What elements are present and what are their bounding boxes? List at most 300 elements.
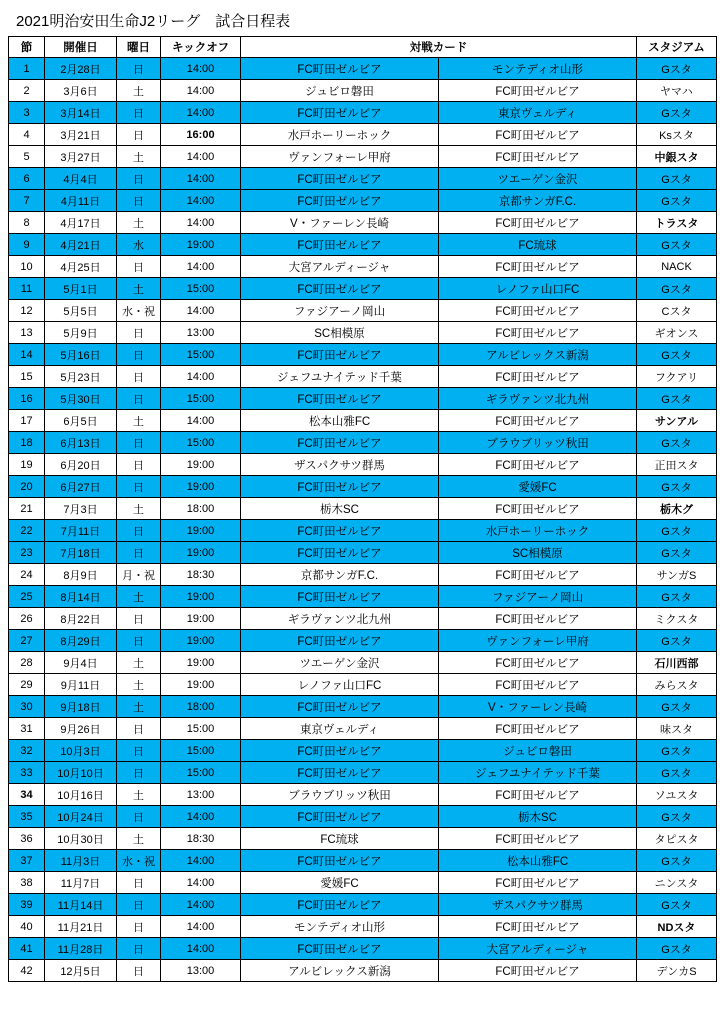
cell-round: 14 <box>9 344 45 366</box>
cell-date: 4月11日 <box>45 190 117 212</box>
cell-home-team: FC町田ゼルビア <box>241 234 439 256</box>
cell-round: 24 <box>9 564 45 586</box>
cell-date: 10月16日 <box>45 784 117 806</box>
cell-stadium: トラスタ <box>637 212 717 234</box>
cell-date: 7月11日 <box>45 520 117 542</box>
cell-kickoff: 14:00 <box>161 212 241 234</box>
table-row <box>9 894 717 916</box>
cell-stadium: Gスタ <box>637 58 717 80</box>
cell-date: 5月5日 <box>45 300 117 322</box>
cell-date: 4月21日 <box>45 234 117 256</box>
cell-kickoff: 13:00 <box>161 784 241 806</box>
cell-stadium: 味スタ <box>637 718 717 740</box>
cell-weekday: 日 <box>117 102 161 124</box>
cell-round: 31 <box>9 718 45 740</box>
cell-kickoff: 19:00 <box>161 454 241 476</box>
cell-stadium: Gスタ <box>637 938 717 960</box>
cell-home-team: 水戸ホーリーホック <box>241 124 439 146</box>
cell-weekday: 日 <box>117 740 161 762</box>
cell-away-team: ギラヴァンツ北九州 <box>439 388 637 410</box>
match-schedule-table <box>8 36 717 982</box>
table-row <box>9 806 717 828</box>
table-row <box>9 256 717 278</box>
cell-stadium: Gスタ <box>637 762 717 784</box>
cell-date: 5月1日 <box>45 278 117 300</box>
cell-weekday: 土 <box>117 410 161 432</box>
cell-date: 7月18日 <box>45 542 117 564</box>
table-header-row <box>9 37 717 58</box>
cell-round: 38 <box>9 872 45 894</box>
cell-away-team: FC町田ゼルビア <box>439 674 637 696</box>
cell-date: 8月29日 <box>45 630 117 652</box>
cell-date: 10月10日 <box>45 762 117 784</box>
cell-weekday: 土 <box>117 80 161 102</box>
cell-away-team: FC町田ゼルビア <box>439 410 637 432</box>
cell-date: 8月22日 <box>45 608 117 630</box>
column-header-matchup: 対戦カード <box>241 37 637 58</box>
cell-kickoff: 19:00 <box>161 586 241 608</box>
cell-weekday: 日 <box>117 630 161 652</box>
cell-kickoff: 19:00 <box>161 234 241 256</box>
table-row <box>9 432 717 454</box>
cell-home-team: FC町田ゼルビア <box>241 344 439 366</box>
cell-home-team: FC町田ゼルビア <box>241 938 439 960</box>
table-row <box>9 366 717 388</box>
cell-kickoff: 15:00 <box>161 344 241 366</box>
cell-stadium: みらスタ <box>637 674 717 696</box>
cell-kickoff: 19:00 <box>161 520 241 542</box>
cell-away-team: FC町田ゼルビア <box>439 366 637 388</box>
cell-away-team: FC町田ゼルビア <box>439 784 637 806</box>
cell-stadium: 栃木グ <box>637 498 717 520</box>
cell-kickoff: 19:00 <box>161 542 241 564</box>
cell-date: 11月7日 <box>45 872 117 894</box>
cell-stadium: 中銀スタ <box>637 146 717 168</box>
cell-date: 7月3日 <box>45 498 117 520</box>
cell-date: 4月17日 <box>45 212 117 234</box>
cell-home-team: FC町田ゼルビア <box>241 58 439 80</box>
cell-stadium: Ksスタ <box>637 124 717 146</box>
column-header-kickoff: キックオフ <box>161 37 241 58</box>
cell-round: 34 <box>9 784 45 806</box>
cell-home-team: FC町田ゼルビア <box>241 476 439 498</box>
cell-date: 8月14日 <box>45 586 117 608</box>
cell-home-team: FC町田ゼルビア <box>241 190 439 212</box>
cell-date: 11月21日 <box>45 916 117 938</box>
cell-weekday: 日 <box>117 916 161 938</box>
cell-away-team: ツエーゲン金沢 <box>439 168 637 190</box>
cell-stadium: Gスタ <box>637 806 717 828</box>
table-row <box>9 322 717 344</box>
cell-round: 5 <box>9 146 45 168</box>
cell-stadium: ソユスタ <box>637 784 717 806</box>
cell-home-team: 大宮アルディージャ <box>241 256 439 278</box>
cell-weekday: 日 <box>117 960 161 982</box>
cell-away-team: ジェフユナイテッド千葉 <box>439 762 637 784</box>
cell-home-team: FC町田ゼルビア <box>241 168 439 190</box>
cell-home-team: FC町田ゼルビア <box>241 278 439 300</box>
cell-home-team: 東京ヴェルディ <box>241 718 439 740</box>
cell-kickoff: 14:00 <box>161 806 241 828</box>
cell-round: 26 <box>9 608 45 630</box>
cell-kickoff: 14:00 <box>161 938 241 960</box>
cell-away-team: FC町田ゼルビア <box>439 322 637 344</box>
table-row <box>9 190 717 212</box>
cell-away-team: ヴァンフォーレ甲府 <box>439 630 637 652</box>
cell-away-team: V・ファーレン長崎 <box>439 696 637 718</box>
cell-away-team: FC町田ゼルビア <box>439 256 637 278</box>
cell-round: 32 <box>9 740 45 762</box>
cell-round: 21 <box>9 498 45 520</box>
table-row <box>9 454 717 476</box>
cell-round: 1 <box>9 58 45 80</box>
cell-away-team: FC町田ゼルビア <box>439 652 637 674</box>
cell-date: 6月20日 <box>45 454 117 476</box>
cell-weekday: 日 <box>117 520 161 542</box>
cell-date: 10月30日 <box>45 828 117 850</box>
cell-weekday: 日 <box>117 168 161 190</box>
page-title: 2021明治安田生命J2リーグ 試合日程表 <box>16 13 291 30</box>
cell-away-team: FC町田ゼルビア <box>439 498 637 520</box>
cell-kickoff: 19:00 <box>161 674 241 696</box>
cell-weekday: 土 <box>117 498 161 520</box>
cell-home-team: FC町田ゼルビア <box>241 630 439 652</box>
cell-date: 11月14日 <box>45 894 117 916</box>
cell-home-team: 栃木SC <box>241 498 439 520</box>
cell-stadium: Gスタ <box>637 388 717 410</box>
cell-kickoff: 14:00 <box>161 894 241 916</box>
cell-weekday: 日 <box>117 454 161 476</box>
cell-round: 18 <box>9 432 45 454</box>
cell-round: 25 <box>9 586 45 608</box>
cell-weekday: 水 <box>117 234 161 256</box>
table-row <box>9 168 717 190</box>
cell-stadium: タピスタ <box>637 828 717 850</box>
table-row <box>9 278 717 300</box>
cell-stadium: Gスタ <box>637 542 717 564</box>
cell-round: 28 <box>9 652 45 674</box>
cell-stadium: Gスタ <box>637 586 717 608</box>
cell-home-team: FC町田ゼルビア <box>241 586 439 608</box>
cell-away-team: 京都サンガF.C. <box>439 190 637 212</box>
cell-kickoff: 14:00 <box>161 190 241 212</box>
cell-round: 10 <box>9 256 45 278</box>
cell-away-team: FC町田ゼルビア <box>439 146 637 168</box>
cell-stadium: ミクスタ <box>637 608 717 630</box>
cell-date: 10月24日 <box>45 806 117 828</box>
cell-stadium: デンカS <box>637 960 717 982</box>
cell-round: 17 <box>9 410 45 432</box>
cell-home-team: FC町田ゼルビア <box>241 432 439 454</box>
cell-home-team: FC町田ゼルビア <box>241 894 439 916</box>
cell-weekday: 日 <box>117 190 161 212</box>
cell-stadium: Gスタ <box>637 850 717 872</box>
cell-kickoff: 18:00 <box>161 498 241 520</box>
cell-kickoff: 14:00 <box>161 80 241 102</box>
cell-weekday: 日 <box>117 608 161 630</box>
cell-home-team: FC町田ゼルビア <box>241 542 439 564</box>
cell-home-team: FC町田ゼルビア <box>241 850 439 872</box>
cell-stadium: Gスタ <box>637 278 717 300</box>
cell-kickoff: 14:00 <box>161 366 241 388</box>
cell-date: 3月27日 <box>45 146 117 168</box>
cell-round: 39 <box>9 894 45 916</box>
cell-home-team: FC町田ゼルビア <box>241 762 439 784</box>
cell-home-team: ツエーゲン金沢 <box>241 652 439 674</box>
cell-round: 12 <box>9 300 45 322</box>
table-row <box>9 872 717 894</box>
cell-kickoff: 13:00 <box>161 960 241 982</box>
cell-kickoff: 15:00 <box>161 388 241 410</box>
table-row <box>9 58 717 80</box>
cell-stadium: Cスタ <box>637 300 717 322</box>
table-body <box>9 58 717 982</box>
cell-round: 11 <box>9 278 45 300</box>
cell-round: 41 <box>9 938 45 960</box>
cell-away-team: レノファ山口FC <box>439 278 637 300</box>
cell-weekday: 土 <box>117 828 161 850</box>
cell-kickoff: 14:00 <box>161 850 241 872</box>
cell-weekday: 土 <box>117 586 161 608</box>
cell-home-team: V・ファーレン長崎 <box>241 212 439 234</box>
cell-stadium: ニンスタ <box>637 872 717 894</box>
cell-home-team: ジェフユナイテッド千葉 <box>241 366 439 388</box>
cell-kickoff: 15:00 <box>161 762 241 784</box>
cell-round: 37 <box>9 850 45 872</box>
cell-date: 9月4日 <box>45 652 117 674</box>
cell-stadium: Gスタ <box>637 740 717 762</box>
cell-stadium: Gスタ <box>637 432 717 454</box>
cell-home-team: 愛媛FC <box>241 872 439 894</box>
cell-weekday: 日 <box>117 256 161 278</box>
table-row <box>9 630 717 652</box>
table-row <box>9 938 717 960</box>
table-row <box>9 762 717 784</box>
table-header <box>9 37 717 58</box>
cell-stadium: Gスタ <box>637 476 717 498</box>
cell-date: 9月26日 <box>45 718 117 740</box>
cell-home-team: FC町田ゼルビア <box>241 696 439 718</box>
cell-home-team: FC町田ゼルビア <box>241 520 439 542</box>
cell-home-team: ザスパクサツ群馬 <box>241 454 439 476</box>
table-row <box>9 388 717 410</box>
cell-stadium: フクアリ <box>637 366 717 388</box>
cell-home-team: ジュビロ磐田 <box>241 80 439 102</box>
cell-kickoff: 15:00 <box>161 432 241 454</box>
table-row <box>9 850 717 872</box>
cell-date: 2月28日 <box>45 58 117 80</box>
cell-round: 19 <box>9 454 45 476</box>
cell-date: 4月25日 <box>45 256 117 278</box>
cell-weekday: 日 <box>117 894 161 916</box>
table-row <box>9 344 717 366</box>
cell-weekday: 土 <box>117 674 161 696</box>
cell-away-team: 水戸ホーリーホック <box>439 520 637 542</box>
cell-date: 4月4日 <box>45 168 117 190</box>
cell-away-team: FC町田ゼルビア <box>439 718 637 740</box>
cell-date: 5月9日 <box>45 322 117 344</box>
cell-round: 13 <box>9 322 45 344</box>
table-row <box>9 410 717 432</box>
table-row <box>9 476 717 498</box>
cell-weekday: 月・祝 <box>117 564 161 586</box>
cell-stadium: Gスタ <box>637 168 717 190</box>
cell-home-team: FC町田ゼルビア <box>241 102 439 124</box>
cell-stadium: Gスタ <box>637 696 717 718</box>
cell-round: 6 <box>9 168 45 190</box>
cell-weekday: 日 <box>117 58 161 80</box>
cell-kickoff: 14:00 <box>161 146 241 168</box>
cell-stadium: Gスタ <box>637 344 717 366</box>
cell-round: 2 <box>9 80 45 102</box>
cell-away-team: ファジアーノ岡山 <box>439 586 637 608</box>
cell-round: 42 <box>9 960 45 982</box>
cell-round: 36 <box>9 828 45 850</box>
cell-round: 15 <box>9 366 45 388</box>
cell-weekday: 日 <box>117 762 161 784</box>
cell-date: 9月11日 <box>45 674 117 696</box>
cell-away-team: FC町田ゼルビア <box>439 872 637 894</box>
cell-date: 6月27日 <box>45 476 117 498</box>
cell-home-team: ファジアーノ岡山 <box>241 300 439 322</box>
cell-weekday: 日 <box>117 432 161 454</box>
cell-weekday: 土 <box>117 652 161 674</box>
cell-kickoff: 14:00 <box>161 410 241 432</box>
cell-date: 12月5日 <box>45 960 117 982</box>
table-row <box>9 916 717 938</box>
cell-weekday: 日 <box>117 938 161 960</box>
table-row <box>9 234 717 256</box>
cell-home-team: 松本山雅FC <box>241 410 439 432</box>
table-row <box>9 124 717 146</box>
cell-kickoff: 14:00 <box>161 872 241 894</box>
cell-round: 27 <box>9 630 45 652</box>
cell-kickoff: 19:00 <box>161 630 241 652</box>
cell-away-team: アルビレックス新潟 <box>439 344 637 366</box>
cell-weekday: 土 <box>117 278 161 300</box>
cell-home-team: レノファ山口FC <box>241 674 439 696</box>
cell-weekday: 日 <box>117 718 161 740</box>
cell-weekday: 水・祝 <box>117 300 161 322</box>
table-row <box>9 960 717 982</box>
cell-weekday: 日 <box>117 124 161 146</box>
table-row <box>9 102 717 124</box>
column-header-weekday: 曜日 <box>117 37 161 58</box>
cell-date: 5月30日 <box>45 388 117 410</box>
table-row <box>9 146 717 168</box>
cell-away-team: 愛媛FC <box>439 476 637 498</box>
cell-round: 33 <box>9 762 45 784</box>
cell-home-team: FC町田ゼルビア <box>241 806 439 828</box>
column-header-stadium: スタジアム <box>637 37 717 58</box>
cell-round: 7 <box>9 190 45 212</box>
cell-kickoff: 18:30 <box>161 564 241 586</box>
cell-away-team: FC琉球 <box>439 234 637 256</box>
cell-stadium: Gスタ <box>637 102 717 124</box>
cell-away-team: 栃木SC <box>439 806 637 828</box>
cell-kickoff: 18:30 <box>161 828 241 850</box>
cell-weekday: 日 <box>117 388 161 410</box>
cell-stadium: Gスタ <box>637 894 717 916</box>
cell-kickoff: 14:00 <box>161 300 241 322</box>
cell-date: 6月13日 <box>45 432 117 454</box>
cell-kickoff: 14:00 <box>161 916 241 938</box>
table-row <box>9 586 717 608</box>
cell-away-team: FC町田ゼルビア <box>439 300 637 322</box>
table-row <box>9 564 717 586</box>
cell-round: 22 <box>9 520 45 542</box>
cell-away-team: FC町田ゼルビア <box>439 564 637 586</box>
cell-away-team: SC相模原 <box>439 542 637 564</box>
cell-kickoff: 14:00 <box>161 256 241 278</box>
cell-away-team: FC町田ゼルビア <box>439 916 637 938</box>
column-header-date: 開催日 <box>45 37 117 58</box>
table-row <box>9 674 717 696</box>
cell-away-team: ザスパクサツ群馬 <box>439 894 637 916</box>
cell-stadium: Gスタ <box>637 234 717 256</box>
cell-away-team: FC町田ゼルビア <box>439 960 637 982</box>
cell-round: 20 <box>9 476 45 498</box>
table-row <box>9 80 717 102</box>
table-row <box>9 652 717 674</box>
table-row <box>9 212 717 234</box>
cell-kickoff: 19:00 <box>161 608 241 630</box>
cell-away-team: 松本山雅FC <box>439 850 637 872</box>
cell-away-team: FC町田ゼルビア <box>439 124 637 146</box>
cell-weekday: 日 <box>117 366 161 388</box>
cell-stadium: サンガS <box>637 564 717 586</box>
table-row <box>9 608 717 630</box>
cell-kickoff: 15:00 <box>161 740 241 762</box>
cell-away-team: FC町田ゼルビア <box>439 828 637 850</box>
cell-weekday: 日 <box>117 476 161 498</box>
cell-stadium: NACK <box>637 256 717 278</box>
cell-home-team: SC相模原 <box>241 322 439 344</box>
cell-home-team: FC町田ゼルビア <box>241 740 439 762</box>
cell-date: 10月3日 <box>45 740 117 762</box>
cell-home-team: モンテディオ山形 <box>241 916 439 938</box>
cell-away-team: FC町田ゼルビア <box>439 80 637 102</box>
cell-stadium: ギオンス <box>637 322 717 344</box>
table-row <box>9 740 717 762</box>
cell-date: 3月6日 <box>45 80 117 102</box>
cell-kickoff: 14:00 <box>161 58 241 80</box>
cell-round: 23 <box>9 542 45 564</box>
cell-round: 40 <box>9 916 45 938</box>
cell-round: 35 <box>9 806 45 828</box>
cell-kickoff: 15:00 <box>161 718 241 740</box>
cell-round: 4 <box>9 124 45 146</box>
table-row <box>9 828 717 850</box>
cell-stadium: Gスタ <box>637 630 717 652</box>
cell-round: 29 <box>9 674 45 696</box>
cell-weekday: 土 <box>117 784 161 806</box>
cell-home-team: ヴァンフォーレ甲府 <box>241 146 439 168</box>
cell-away-team: 東京ヴェルディ <box>439 102 637 124</box>
cell-home-team: 京都サンガF.C. <box>241 564 439 586</box>
table-row <box>9 300 717 322</box>
cell-away-team: FC町田ゼルビア <box>439 212 637 234</box>
cell-kickoff: 19:00 <box>161 476 241 498</box>
table-row <box>9 784 717 806</box>
cell-round: 16 <box>9 388 45 410</box>
cell-weekday: 日 <box>117 344 161 366</box>
cell-away-team: ジュビロ磐田 <box>439 740 637 762</box>
cell-weekday: 日 <box>117 322 161 344</box>
table-row <box>9 718 717 740</box>
table-row <box>9 542 717 564</box>
cell-round: 9 <box>9 234 45 256</box>
